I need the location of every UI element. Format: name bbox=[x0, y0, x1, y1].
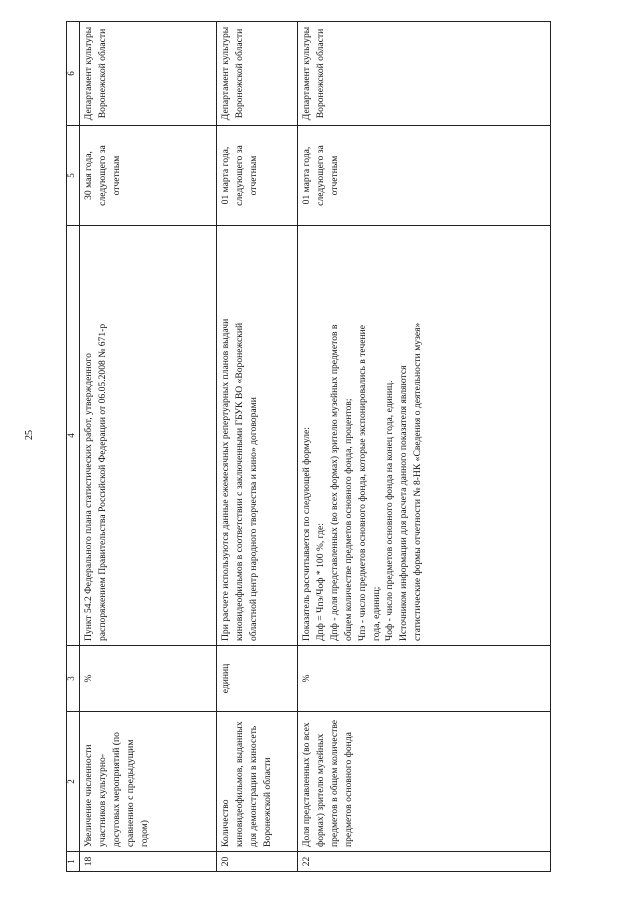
calculation-method bbox=[298, 226, 551, 646]
unit-of-measure: % bbox=[298, 646, 551, 712]
indicators-table bbox=[66, 21, 551, 872]
method-line: года, единиц; bbox=[370, 586, 382, 641]
method-line: Чоф - число предметов основного фонда на конец года, единиц. bbox=[384, 380, 396, 641]
column-header-2: 2 bbox=[67, 712, 80, 852]
method-line: При расчете используются данные ежемесячных репертуарных планов выдачи bbox=[220, 318, 231, 641]
calculation-method bbox=[80, 226, 217, 646]
table-row bbox=[217, 22, 298, 872]
table-row bbox=[80, 22, 217, 872]
row-number: 22 bbox=[298, 852, 551, 872]
indicator-name: Доля представленных (во всех формах) зрителю музейных предметов в общем количестве предметов основного фонда bbox=[298, 712, 551, 852]
method-line: Чпэ - число предметов основного фонда, которые экспонировались в течение bbox=[356, 324, 368, 641]
method-line: Дпф - доля представленных (во всех формах) зрителю музейных предметов в bbox=[328, 324, 340, 641]
rotated-page-content bbox=[66, 22, 622, 872]
responsible-body: Департамент культуры Воронежской области bbox=[298, 22, 551, 126]
column-header-5: 5 bbox=[67, 126, 80, 226]
column-number-header-row bbox=[67, 22, 80, 872]
column-header-4: 4 bbox=[67, 226, 80, 646]
column-header-6: 6 bbox=[67, 22, 80, 126]
method-line: распоряжением Правительства Российской Федерации от 06.05.2008 № 671-р bbox=[96, 323, 108, 641]
indicator-name: Количество киновидеофильмов, выданных для демонстрации в киносеть Воронежской области bbox=[217, 712, 298, 852]
method-line: Пункт 54.2 Федерального плана статистических работ, утвержденного bbox=[83, 353, 94, 641]
indicator-name: Увеличение численности участников культурно-досуговых мероприятий (по сравнению с предыдущим годом) bbox=[80, 712, 217, 852]
calculation-method bbox=[217, 226, 298, 646]
responsible-body: Департамент культуры Воронежской области bbox=[80, 22, 217, 126]
reporting-deadline: 01 марта года, следующего за отчетным bbox=[217, 126, 298, 226]
method-line: областной центр народного творчества и кино» договорами bbox=[247, 397, 259, 641]
method-line: общем количестве предметов основного фонда, процентов; bbox=[342, 398, 354, 641]
reporting-deadline: 30 мая года, следующего за отчетным bbox=[80, 126, 217, 226]
method-line: киновидеофильмов в соответствии с заключенными ГБУК ВО «Воронежский bbox=[233, 322, 245, 641]
method-line: Показатель рассчитывается по следующей формуле: bbox=[301, 427, 312, 641]
reporting-deadline: 01 марта года, следующего за отчетным bbox=[298, 126, 551, 226]
method-line: статистические формы отчетности № 8-НК «Сведения о деятельности музея» bbox=[412, 322, 424, 641]
page-number: 25 bbox=[24, 430, 35, 440]
table-row bbox=[298, 22, 551, 872]
column-header-3: 3 bbox=[67, 646, 80, 712]
method-line: Источником информации для расчета данного показателя являются bbox=[398, 365, 410, 641]
column-header-1: 1 bbox=[67, 852, 80, 872]
unit-of-measure: единиц bbox=[217, 646, 298, 712]
row-number: 20 bbox=[217, 852, 298, 872]
unit-of-measure: % bbox=[80, 646, 217, 712]
method-line: Дпф = Чпэ/Чоф * 100 %, где: bbox=[314, 523, 326, 641]
row-number: 18 bbox=[80, 852, 217, 872]
responsible-body: Департамент культуры Воронежской области bbox=[217, 22, 298, 126]
